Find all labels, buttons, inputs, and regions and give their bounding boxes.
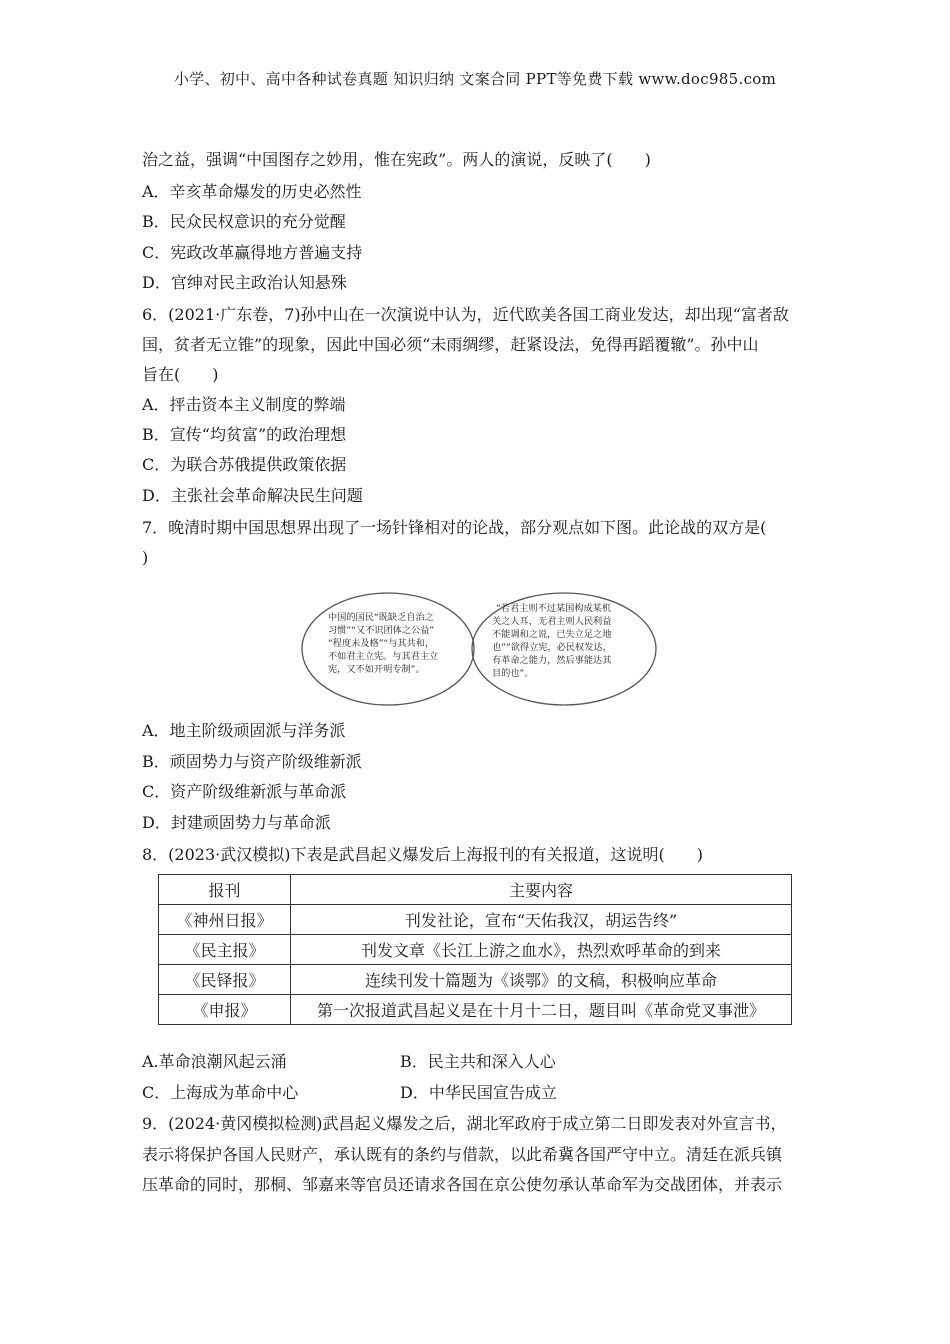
table-cell: 刊发社论，宣布“天佑我汉，胡运告终” xyxy=(291,905,792,935)
q6-stem-line-2: 国，贫者无立锥”的现象，因此中国必须“未雨绸缪，赶紧设法，免得再蹈覆辙”。孙中山 xyxy=(142,335,759,354)
q8-option-c: C．上海成为革命中心 xyxy=(142,1083,299,1102)
table-header-cell: 主要内容 xyxy=(291,875,792,905)
table-cell: 连续刊发十篇题为《谈鄂》的文稿，积极响应革命 xyxy=(291,965,792,995)
table-cell: 《民铎报》 xyxy=(159,965,291,995)
q7-option-b: B．顽固势力与资产阶级维新派 xyxy=(142,752,362,771)
q9-stem-line-3: 压革命的同时，那桐、邹嘉来等官员还请求各国在京公使勿承认革命军为交战团体，并表示 xyxy=(142,1175,783,1194)
q6-stem-line-3: 旨在( ) xyxy=(142,365,219,384)
q7-option-d: D．封建顽固势力与革命派 xyxy=(142,813,331,832)
debate-diagram xyxy=(300,590,660,708)
table-header-row xyxy=(159,875,792,905)
table-row xyxy=(159,995,792,1025)
q8-stem: 8．(2023·武汉模拟)下表是武昌起义爆发后上海报刊的有关报道，这说明( ) xyxy=(142,845,703,864)
right-text-5: 有革命之能力，然后事能达其 xyxy=(492,655,612,666)
right-text-4: 也”“欲得立宪，必民权发达， xyxy=(492,642,612,653)
table-cell: 《神州日报》 xyxy=(159,905,291,935)
q8-option-a: A.革命浪潮风起云涌 xyxy=(142,1052,287,1071)
table-row xyxy=(159,905,792,935)
right-text-1: “若君主则不过某国构成某机 xyxy=(496,603,612,614)
left-text-3: “程度未及格”“与其共和， xyxy=(328,638,435,649)
table-header-cell: 报刊 xyxy=(159,875,291,905)
right-text-3: 不能调和之说，已失立足之地 xyxy=(492,629,612,640)
left-text-5: 宪，又不如开明专制”。 xyxy=(328,664,425,675)
q5-stem-tail: 治之益，强调“中国图存之妙用，惟在宪政”。两人的演说，反映了( ) xyxy=(142,150,651,169)
table-cell: 《民主报》 xyxy=(159,935,291,965)
q5-option-c: C．宪政改革赢得地方普遍支持 xyxy=(142,243,363,262)
q9-stem-line-1: 9．(2024·黄冈模拟检测)武昌起义爆发之后，湖北军政府于成立第二日即发表对外宣言书， xyxy=(142,1114,787,1133)
q6-stem-line-1: 6．(2021·广东卷，7)孙中山在一次演说中认为，近代欧美各国工商业发达，却出现“富者敌 xyxy=(142,305,789,324)
table-row xyxy=(159,965,792,995)
q6-option-d: D．主张社会革命解决民生问题 xyxy=(142,486,363,505)
left-circle xyxy=(302,593,474,705)
q9-stem-line-2: 表示将保护各国人民财产，承认既有的条约与借款，以此希冀各国严守中立。清廷在派兵镇 xyxy=(142,1145,783,1164)
q7-option-c: C．资产阶级维新派与革命派 xyxy=(142,782,347,801)
q5-option-b: B．民众民权意识的充分觉醒 xyxy=(142,212,346,231)
right-text-2: 关之人耳，无君主则人民利益 xyxy=(492,616,612,627)
q7-stem-line-2: ) xyxy=(142,548,149,567)
q5-option-d: D．官绅对民主政治认知悬殊 xyxy=(142,273,347,292)
q8-option-d: D．中华民国宣告成立 xyxy=(400,1083,557,1102)
q6-option-a: A．抨击资本主义制度的弊端 xyxy=(142,395,346,414)
table-row xyxy=(159,935,792,965)
q7-stem-line-1: 7．晚清时期中国思想界出现了一场针锋相对的论战，部分观点如下图。此论战的双方是( xyxy=(142,518,767,537)
table-cell: 《申报》 xyxy=(159,995,291,1025)
table-cell: 刊发文章《长江上游之血水》，热烈欢呼革命的到来 xyxy=(291,935,792,965)
q6-option-b: B．宣传“均贫富”的政治理想 xyxy=(142,425,347,444)
left-text-2: 习惯”“又不识团体之公益” xyxy=(328,625,435,636)
left-text-4: 不如君主立宪。与其君主立 xyxy=(328,651,439,662)
newspaper-table xyxy=(158,874,792,1025)
right-text-6: 目的也”。 xyxy=(492,668,534,679)
left-text-1: 中国的国民“既缺乏自治之 xyxy=(328,612,434,623)
q8-option-b: B．民主共和深入人心 xyxy=(400,1052,556,1071)
q6-option-c: C．为联合苏俄提供政策依据 xyxy=(142,455,347,474)
q5-option-a: A．辛亥革命爆发的历史必然性 xyxy=(142,182,362,201)
table-cell: 第一次报道武昌起义是在十月十二日，题目叫《革命党叉事泄》 xyxy=(291,995,792,1025)
page-header: 小学、初中、高中各种试卷真题 知识归纳 文案合同 PPT等免费下载 www.doc985.com xyxy=(173,70,777,88)
q7-option-a: A．地主阶级顽固派与洋务派 xyxy=(142,721,346,740)
